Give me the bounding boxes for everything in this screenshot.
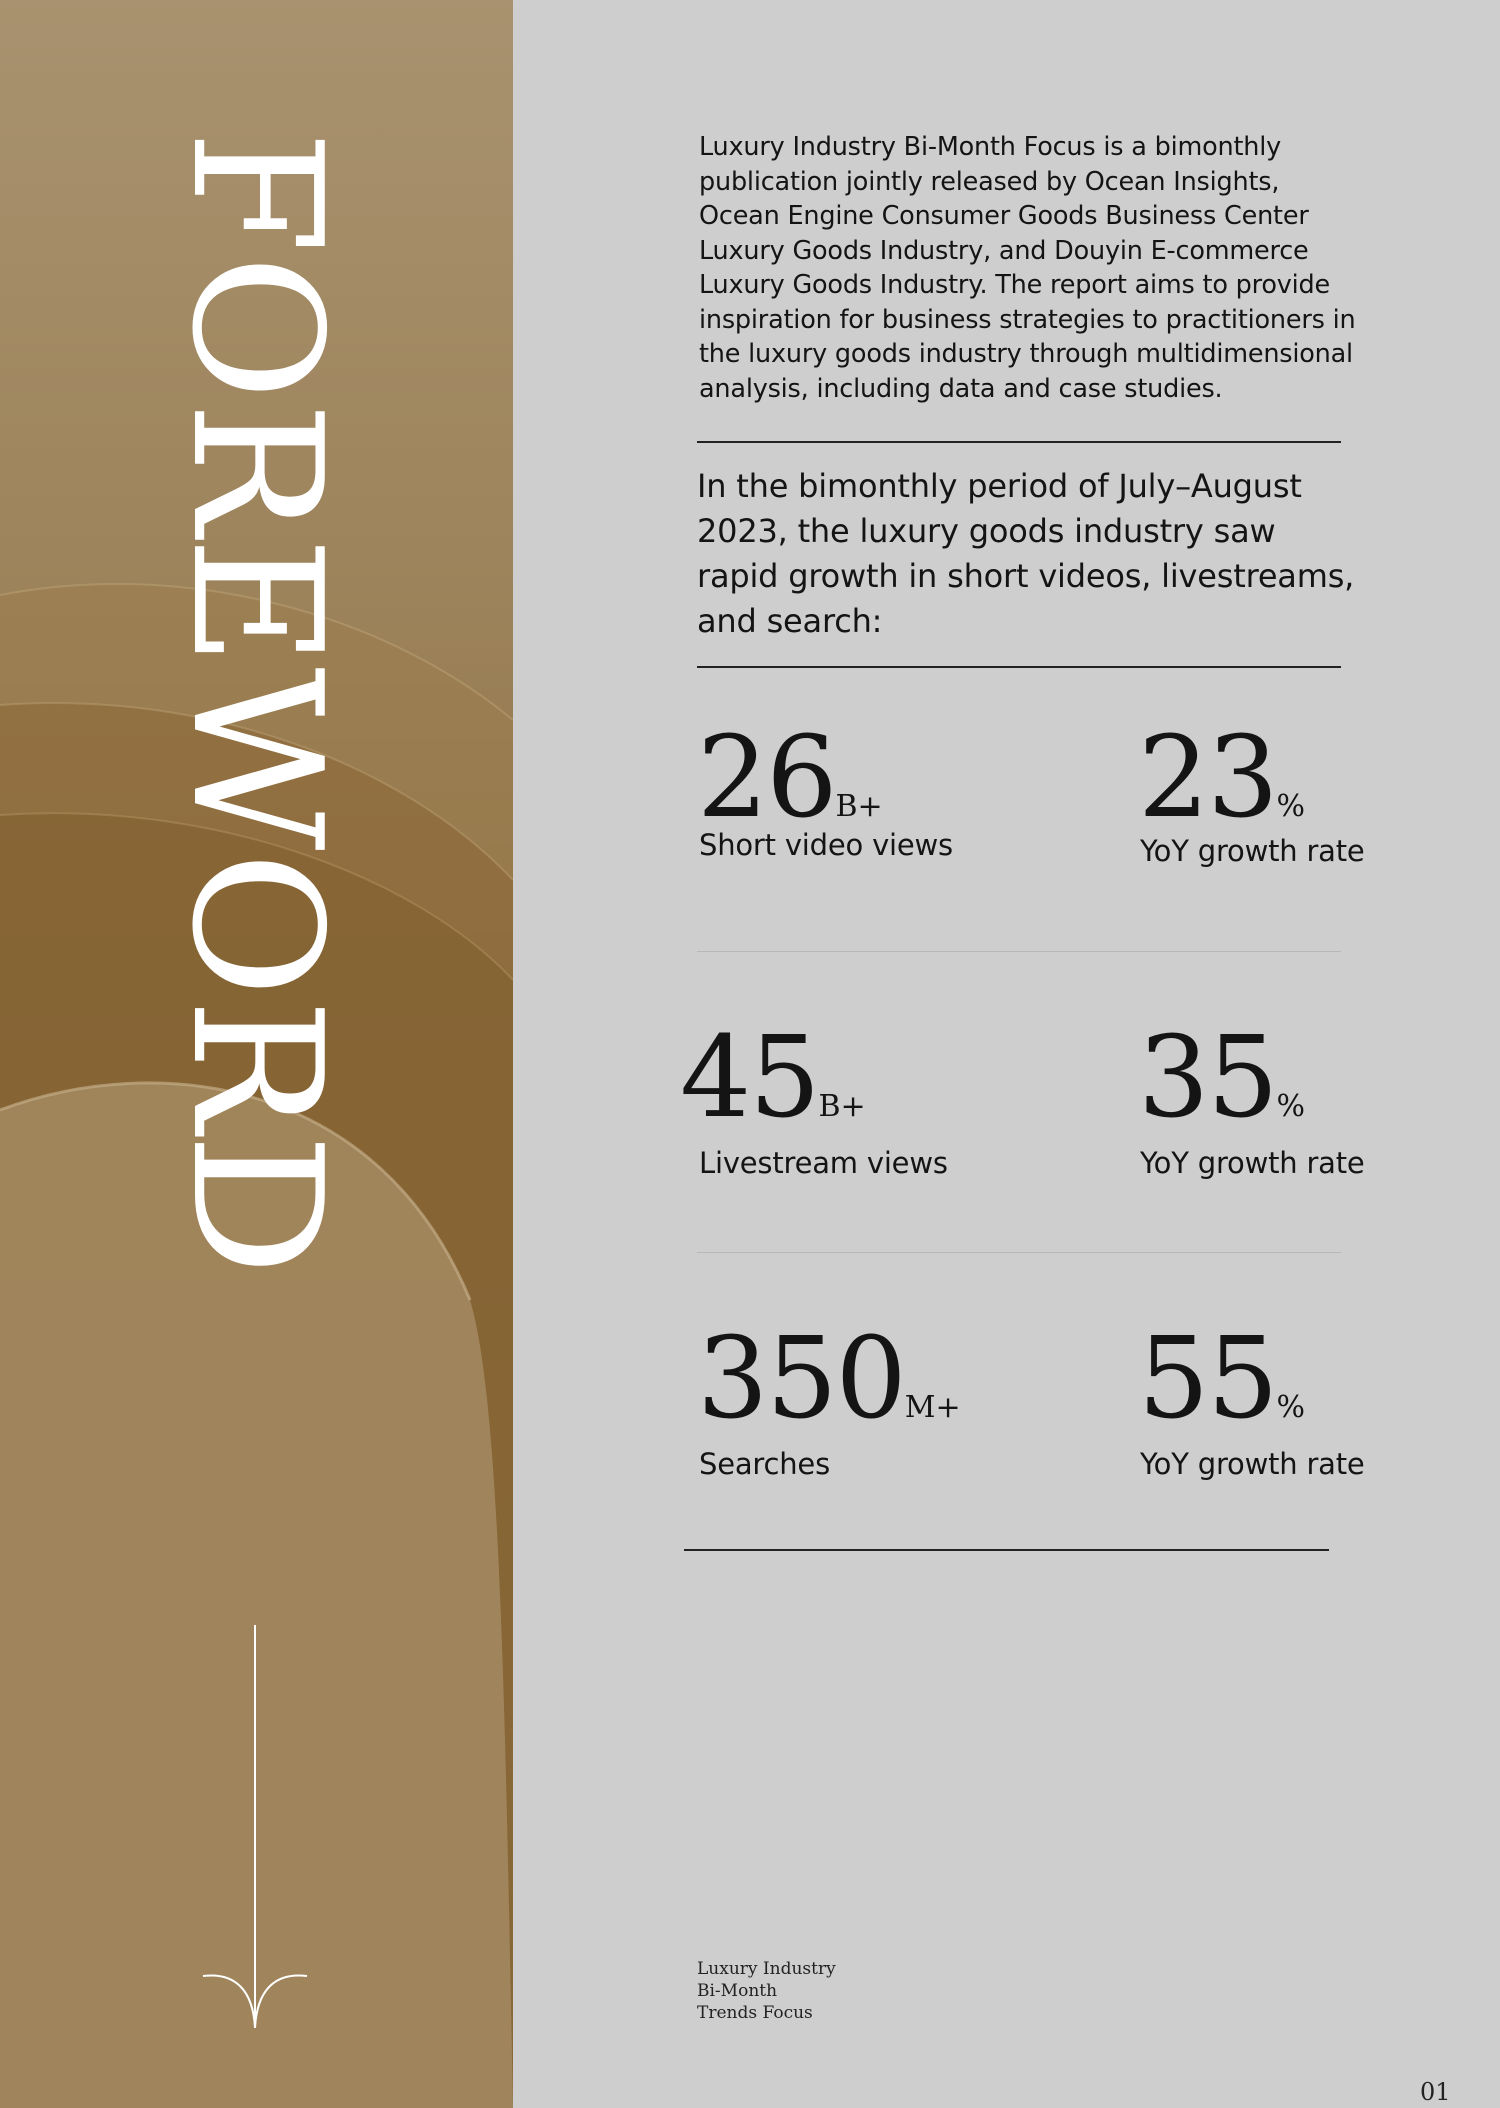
divider xyxy=(697,951,1341,952)
stat-short-video-growth xyxy=(1138,713,1365,868)
arrow-down-icon xyxy=(195,1620,315,2040)
stat-suffix: % xyxy=(1276,1089,1306,1124)
stat-value: 350 xyxy=(697,1314,905,1444)
stat-suffix: B+ xyxy=(818,1089,866,1124)
stat-label: Short video views xyxy=(699,828,953,862)
stat-value: 23 xyxy=(1138,713,1277,843)
divider xyxy=(697,1252,1341,1253)
stat-livestream-growth xyxy=(1138,1013,1365,1180)
intro-paragraph: Luxury Industry Bi-Month Focus is a bimonthly publication jointly released by Ocean Insights, Ocean Engine Consumer Goods Business Center Luxury Goods Industry, and Douyin E-commerce Luxury Goods Industry. The report aims to provide inspiration for business strategies to practitioners in the luxury goods industry through multidimensional analysis, including data and case studies. xyxy=(699,132,1356,404)
divider xyxy=(697,441,1341,443)
stat-value: 35 xyxy=(1138,1013,1277,1143)
footer-brand-line: Bi-Month xyxy=(697,1981,778,2001)
stat-value: 55 xyxy=(1138,1314,1277,1444)
stat-value: 45 xyxy=(680,1013,819,1143)
divider xyxy=(684,1549,1329,1551)
page-number: 01 xyxy=(1420,2078,1451,2106)
stat-label: Livestream views xyxy=(699,1146,948,1180)
stat-label: Searches xyxy=(699,1447,830,1481)
stat-searches xyxy=(697,1314,961,1481)
stat-searches-growth xyxy=(1138,1314,1365,1481)
divider xyxy=(697,666,1341,668)
stat-label: YoY growth rate xyxy=(1140,834,1365,868)
foreword-title: FOREWORD xyxy=(153,130,360,1278)
footer-brand-line: Luxury Industry xyxy=(697,1959,836,1979)
stat-label: YoY growth rate xyxy=(1140,1447,1365,1481)
stat-suffix: % xyxy=(1276,1390,1306,1425)
stat-label: YoY growth rate xyxy=(1140,1146,1365,1180)
left-image-panel xyxy=(0,0,513,2108)
stat-suffix: B+ xyxy=(835,789,883,824)
headline-summary: In the bimonthly period of July–August 2023, the luxury goods industry saw rapid growth in short videos, livestreams, and search: xyxy=(697,467,1355,640)
footer-brand-line: Trends Focus xyxy=(697,2003,813,2023)
stat-suffix: % xyxy=(1276,789,1306,824)
stat-value: 26 xyxy=(697,713,836,843)
footer-brand xyxy=(697,1958,836,2024)
stat-short-video-views xyxy=(697,713,953,862)
stat-livestream-views xyxy=(680,1013,948,1180)
stat-suffix: M+ xyxy=(904,1390,961,1425)
